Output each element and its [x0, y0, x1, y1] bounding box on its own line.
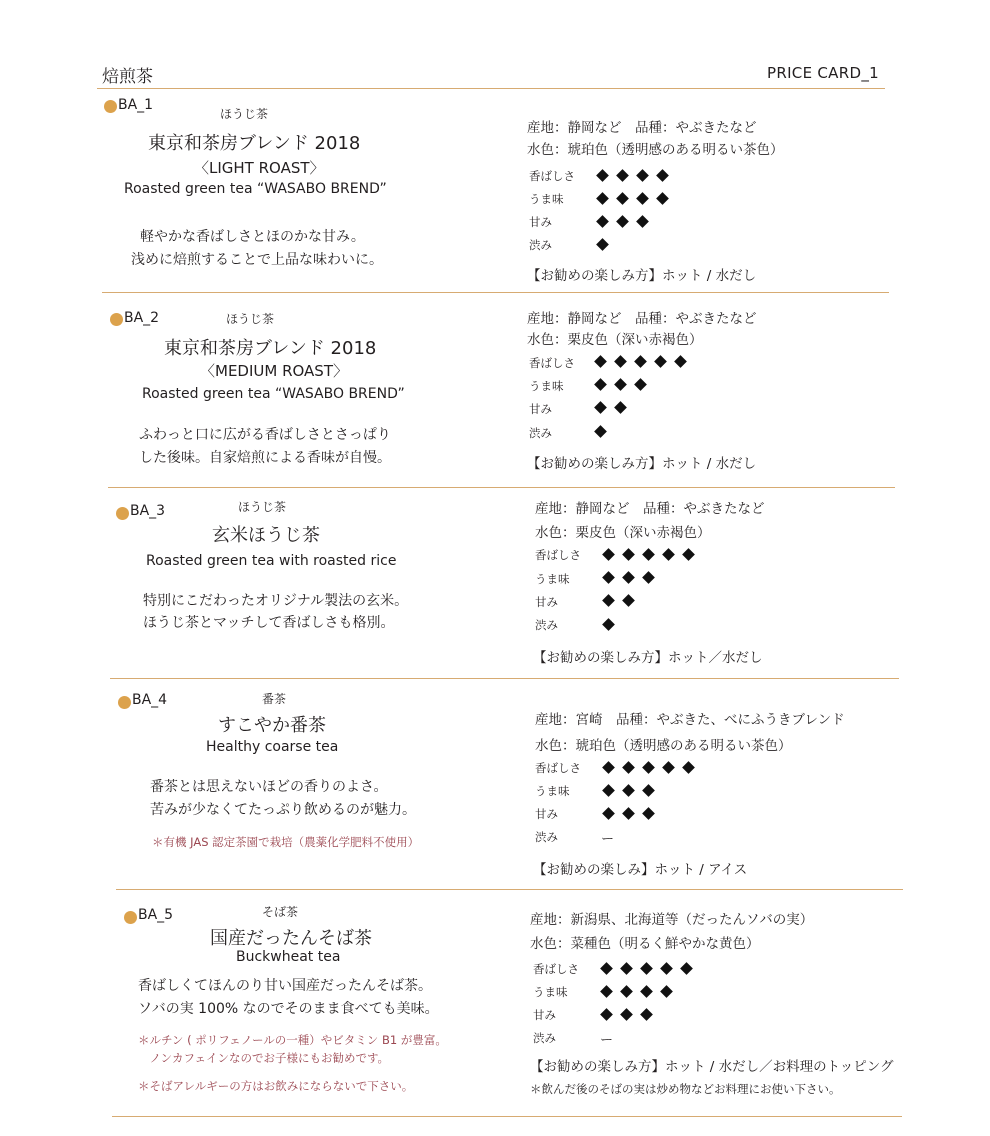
diamond-icon — [622, 594, 635, 607]
taste-rating — [604, 573, 653, 582]
diamond-icon — [682, 548, 695, 561]
taste-rating — [598, 171, 667, 180]
bullet-dot — [124, 911, 137, 924]
taste-label: うま味 — [535, 784, 570, 798]
item-desc: 苦みが少なくてたっぷり飲めるのが魅力。 — [150, 802, 416, 818]
diamond-icon — [600, 985, 613, 998]
bullet-dot — [116, 507, 129, 520]
taste-rating — [604, 596, 633, 605]
item-name: 玄米ほうじ茶 — [212, 525, 320, 546]
taste-label: 渋み — [529, 238, 552, 252]
diamond-icon — [602, 761, 615, 774]
item-desc: 番茶とは思えないほどの香りのよさ。 — [150, 779, 388, 795]
item-note: ＊有機 JAS 認定茶園で栽培（農薬化学肥料不使用） — [152, 835, 420, 849]
bullet-dot — [104, 100, 117, 113]
page-title: 焙煎茶 — [102, 67, 153, 87]
diamond-icon — [600, 1008, 613, 1021]
taste-label: 香ばしさ — [533, 962, 579, 976]
taste-label: 渋み — [529, 426, 552, 440]
taste-label: うま味 — [529, 379, 564, 393]
item-note: ＊ルチン ( ポリフェノールの一種）やビタミン B1 が豊富。 — [138, 1033, 447, 1047]
taste-rating — [602, 987, 671, 996]
bullet-dot — [118, 696, 131, 709]
item-desc: 軽やかな香ばしさとほのかな甘み。 — [140, 229, 365, 245]
diamond-icon — [642, 784, 655, 797]
item-desc: ふわっと口に広がる香ばしさとさっぱり — [139, 427, 391, 443]
diamond-icon — [620, 962, 633, 975]
item-origin: 産地：静岡など 品種：やぶきたなど — [527, 311, 757, 327]
taste-label: うま味 — [529, 192, 564, 206]
item-name: 東京和茶房ブレンド 2018 — [164, 338, 377, 359]
item-ruby: ほうじ茶 — [238, 500, 287, 514]
item-extra-note: ＊飲んだ後のそばの実は炒め物などお料理にお使い下さい。 — [530, 1082, 841, 1096]
diamond-icon — [602, 594, 615, 607]
item-code: BA_3 — [130, 503, 166, 519]
diamond-icon — [596, 192, 609, 205]
item-allergy-note: ＊そばアレルギーの方はお飲みにならないで下さい。 — [138, 1079, 414, 1093]
taste-rating — [604, 620, 613, 629]
diamond-icon — [602, 784, 615, 797]
taste-label: 甘み — [535, 595, 558, 609]
diamond-icon — [602, 807, 615, 820]
diamond-icon — [640, 962, 653, 975]
item-desc: 特別にこだわったオリジナル製法の玄米。 — [143, 593, 409, 609]
diamond-icon — [622, 548, 635, 561]
diamond-icon — [620, 1008, 633, 1021]
taste-rating — [596, 380, 645, 389]
taste-label: 香ばしさ — [535, 761, 581, 775]
taste-label: 香ばしさ — [529, 169, 575, 183]
taste-label: 渋み — [533, 1031, 556, 1045]
diamond-icon — [622, 807, 635, 820]
diamond-icon — [656, 192, 669, 205]
item-english: Buckwheat tea — [236, 949, 341, 965]
taste-label: うま味 — [533, 985, 568, 999]
item-english: Healthy coarse tea — [206, 739, 339, 755]
item-desc: 浅めに焙煎することで上品な味わいに。 — [131, 252, 383, 268]
taste-rating — [598, 240, 607, 249]
diamond-icon — [596, 215, 609, 228]
diamond-icon — [662, 548, 675, 561]
diamond-icon — [634, 378, 647, 391]
item-color: 水色：栗皮色（深い赤褐色） — [527, 332, 703, 348]
diamond-icon — [660, 985, 673, 998]
diamond-icon — [642, 807, 655, 820]
item-ruby: ほうじ茶 — [226, 312, 275, 326]
item-code: BA_5 — [138, 907, 174, 923]
item-english: Roasted green tea “WASABO BREND” — [124, 181, 387, 197]
item-origin: 産地：新潟県、北海道等（だったんソバの実） — [530, 912, 814, 928]
diamond-icon — [616, 215, 629, 228]
item-desc: 香ばしくてほんのり甘い国産だったんそば茶。 — [138, 978, 432, 994]
item-color: 水色：栗皮色（深い赤褐色） — [535, 525, 711, 541]
diamond-icon — [614, 401, 627, 414]
item-divider — [112, 1116, 902, 1117]
taste-label: 甘み — [533, 1008, 556, 1022]
diamond-icon — [596, 238, 609, 251]
item-color: 水色：琥珀色（透明感のある明るい茶色） — [527, 142, 784, 158]
item-origin: 産地：宮崎 品種：やぶきた、べにふうきブレンド — [535, 712, 845, 728]
diamond-icon — [640, 1008, 653, 1021]
diamond-icon — [602, 571, 615, 584]
item-recommend: 【お勧めの楽しみ方】ホット / 水だし — [527, 456, 757, 472]
diamond-icon — [600, 962, 613, 975]
diamond-icon — [636, 169, 649, 182]
item-color: 水色：菜種色（明るく鮮やかな黄色） — [530, 936, 760, 952]
taste-label: うま味 — [535, 572, 570, 586]
item-ruby: 番茶 — [262, 692, 287, 706]
taste-label: 香ばしさ — [529, 356, 575, 370]
item-origin: 産地：静岡など 品種：やぶきたなど — [535, 501, 765, 517]
item-english: Roasted green tea with roasted rice — [146, 553, 397, 569]
taste-rating — [604, 809, 653, 818]
diamond-icon — [594, 378, 607, 391]
diamond-icon — [616, 169, 629, 182]
taste-label: 甘み — [529, 215, 552, 229]
bullet-dot — [110, 313, 123, 326]
item-roast: 〈LIGHT ROAST〉 — [194, 159, 325, 177]
taste-rating — [596, 403, 625, 412]
item-code: BA_1 — [118, 97, 154, 113]
diamond-icon — [642, 571, 655, 584]
diamond-icon — [654, 355, 667, 368]
header-divider — [97, 88, 885, 89]
diamond-icon — [622, 784, 635, 797]
taste-rating — [604, 786, 653, 795]
item-recommend: 【お勧めの楽しみ方】ホット／水だし — [533, 650, 763, 666]
taste-rating — [596, 427, 605, 436]
diamond-icon — [616, 192, 629, 205]
item-color: 水色：琥珀色（透明感のある明るい茶色） — [535, 738, 792, 754]
diamond-icon — [640, 985, 653, 998]
taste-label: 香ばしさ — [535, 548, 581, 562]
item-code: BA_4 — [132, 692, 168, 708]
item-origin: 産地：静岡など 品種：やぶきたなど — [527, 120, 757, 136]
diamond-icon — [620, 985, 633, 998]
item-name: すこやか番茶 — [218, 715, 326, 736]
taste-rating — [604, 550, 693, 559]
item-ruby: ほうじ茶 — [220, 107, 269, 121]
taste-rating — [596, 357, 685, 366]
diamond-icon — [636, 192, 649, 205]
price-card-label: PRICE CARD_1 — [767, 64, 879, 82]
diamond-icon — [622, 761, 635, 774]
diamond-icon — [614, 378, 627, 391]
diamond-icon — [674, 355, 687, 368]
diamond-icon — [656, 169, 669, 182]
diamond-icon — [682, 761, 695, 774]
item-code: BA_2 — [124, 310, 160, 326]
taste-rating — [602, 1010, 651, 1019]
item-desc: ほうじ茶とマッチして香ばしさも格別。 — [143, 615, 395, 631]
diamond-icon — [642, 761, 655, 774]
diamond-icon — [594, 401, 607, 414]
item-divider — [116, 889, 903, 890]
diamond-icon — [660, 962, 673, 975]
item-divider — [110, 678, 899, 679]
diamond-icon — [642, 548, 655, 561]
diamond-icon — [594, 425, 607, 438]
taste-label: 甘み — [529, 402, 552, 416]
diamond-icon — [634, 355, 647, 368]
diamond-icon — [602, 618, 615, 631]
taste-rating — [602, 964, 691, 973]
item-english: Roasted green tea “WASABO BREND” — [142, 386, 405, 402]
diamond-icon — [680, 962, 693, 975]
item-divider — [102, 292, 889, 293]
item-desc: した後味。自家焙煎による香味が自慢。 — [139, 450, 391, 466]
diamond-icon — [614, 355, 627, 368]
taste-none-dash: ー — [600, 1033, 614, 1048]
taste-label: 渋み — [535, 830, 558, 844]
item-ruby: そば茶 — [262, 905, 299, 919]
taste-label: 甘み — [535, 807, 558, 821]
diamond-icon — [596, 169, 609, 182]
taste-rating — [604, 763, 693, 772]
diamond-icon — [594, 355, 607, 368]
item-desc: ソバの実 100% なのでそのまま食べても美味。 — [138, 1001, 439, 1017]
item-name: 国産だったんそば茶 — [210, 928, 372, 949]
item-recommend: 【お勧めの楽しみ方】ホット / 水だし／お料理のトッピング — [530, 1059, 894, 1075]
taste-none-dash: ー — [601, 832, 615, 847]
item-roast: 〈MEDIUM ROAST〉 — [200, 362, 348, 380]
taste-rating — [598, 194, 667, 203]
diamond-icon — [602, 548, 615, 561]
diamond-icon — [636, 215, 649, 228]
item-recommend: 【お勧めの楽しみ】ホット / アイス — [533, 862, 748, 878]
taste-rating — [598, 217, 647, 226]
item-recommend: 【お勧めの楽しみ方】ホット / 水だし — [527, 268, 757, 284]
diamond-icon — [662, 761, 675, 774]
diamond-icon — [622, 571, 635, 584]
item-divider — [108, 487, 895, 488]
item-name: 東京和茶房ブレンド 2018 — [148, 133, 361, 154]
item-note: ノンカフェインなのでお子様にもお勧めです。 — [138, 1051, 390, 1065]
taste-label: 渋み — [535, 618, 558, 632]
